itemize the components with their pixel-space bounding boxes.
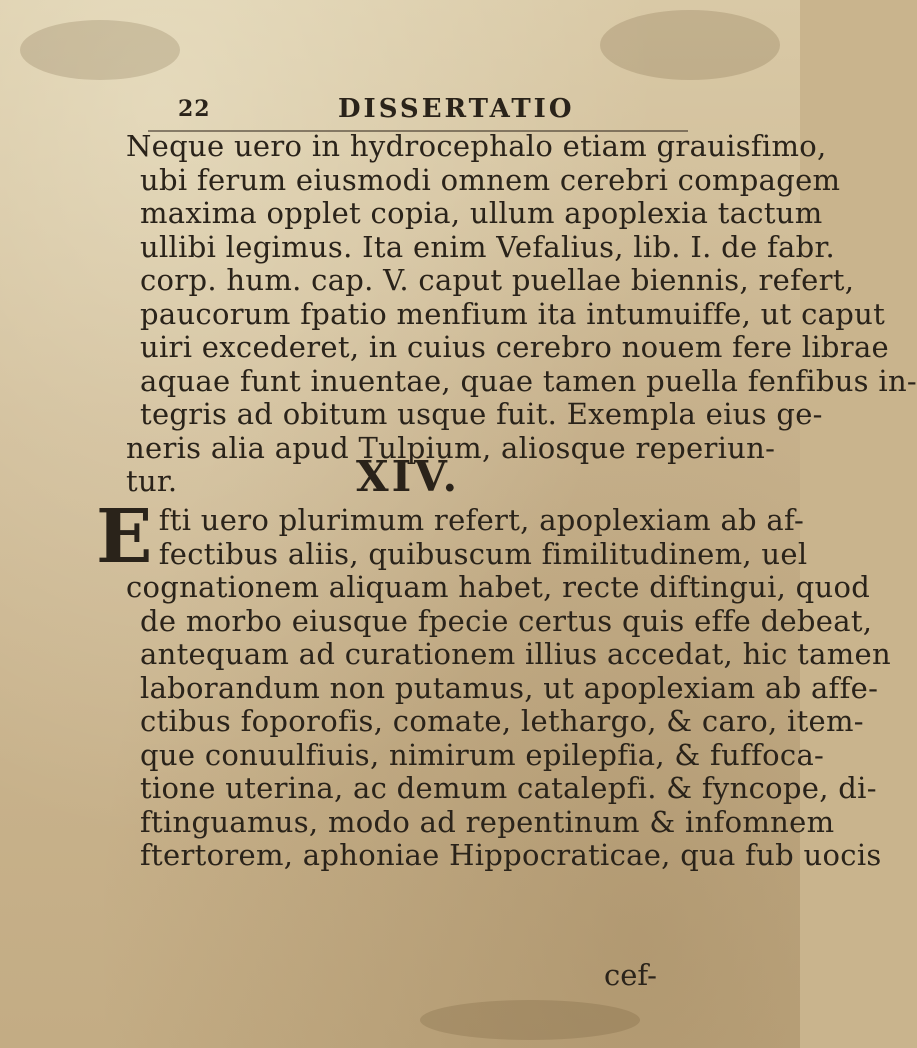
drop-cap: E	[96, 494, 153, 580]
text-line: uiri excederet, in cuius cerebro nouem fere librae	[140, 330, 890, 364]
paragraph-2	[96, 494, 891, 873]
paragraph-1	[96, 129, 917, 499]
text-line: de morbo eiusque fpecie certus quis effe debeat,	[140, 603, 873, 638]
text-line: Neque uero in hydrocephalo etiam grauisfimo,	[126, 129, 827, 163]
text-line: tur.	[126, 464, 178, 498]
paper-stain	[600, 10, 780, 80]
page-number: 22	[178, 96, 211, 122]
text-line: aquae funt inuentae, quae tamen puella fenfibus in-	[140, 363, 917, 398]
text-line: neris alia apud Tulpium, aliosque reperiun-	[126, 430, 776, 465]
text-line: ftertorem, aphoniae Hippocraticae, qua fub uocis	[140, 838, 882, 872]
text-line: fti uero plurimum refert, apoplexiam ab af-	[158, 503, 805, 537]
text-line: que conuulfiuis, nimirum epilepfia, & fuffoca-	[140, 737, 825, 772]
text-line: tegris ad obitum usque fuit. Exempla eius ge-	[140, 397, 823, 431]
paper-stain	[20, 20, 180, 80]
text-line: antequam ad curationem illius accedat, hic tamen	[140, 637, 891, 671]
text-line: ullibi legimus. Ita enim Vefalius, lib. I. de fabr.	[140, 229, 835, 264]
section-heading: XIV.	[356, 452, 461, 501]
text-line: paucorum fpatio menfium ita intumuiffe, ut caput	[140, 296, 886, 331]
text-line: tione uterina, ac demum catalepfi. & fyncope, di-	[140, 771, 877, 805]
text-line: ftinguamus, modo ad repentinum & infomnem	[140, 804, 835, 839]
catchword: cef-	[604, 958, 657, 992]
text-line: cognationem aliquam habet, recte diftingui, quod	[126, 570, 871, 604]
text-line: corp. hum. cap. V. caput puellae biennis, refert,	[140, 263, 855, 297]
text-line: maxima opplet copia, ullum apoplexia tactum	[140, 196, 823, 230]
text-line: fectibus aliis, quibuscum fimilitudinem, uel	[158, 536, 808, 571]
text-line: ctibus foporofis, comate, lethargo, & caro, item-	[140, 704, 864, 738]
text-line: laborandum non putamus, ut apoplexiam ab affe-	[140, 670, 879, 705]
paper-stain	[420, 1000, 640, 1040]
text-line: ubi ferum eiusmodi omnem cerebri compagem	[140, 162, 841, 197]
page-header	[148, 94, 708, 128]
running-head: DISSERTATIO	[338, 94, 575, 124]
